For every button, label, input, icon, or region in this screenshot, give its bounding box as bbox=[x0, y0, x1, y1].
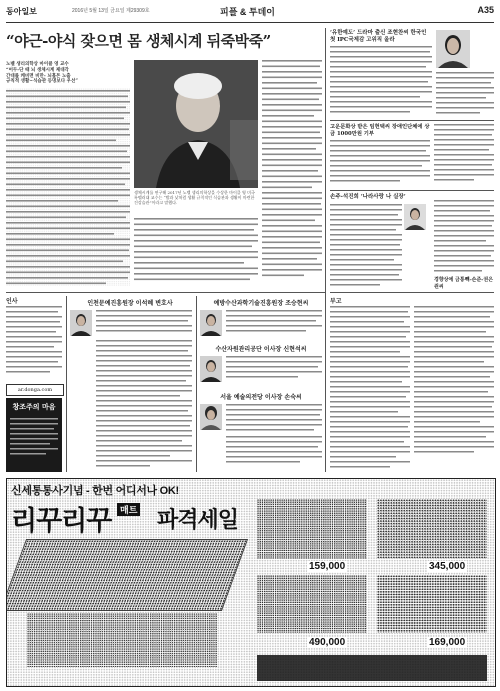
subhead-1: 노벨 생리의학상 마이클 영 교수 bbox=[6, 62, 69, 67]
box-title-2: 예방수산과학기술진흥원장 조승현씨 bbox=[213, 300, 309, 307]
right-top-body bbox=[330, 46, 432, 116]
box-lines-1 bbox=[96, 310, 192, 470]
masthead bbox=[6, 4, 494, 23]
price-2: 345,000 bbox=[429, 561, 466, 572]
page-number: A35 bbox=[477, 5, 494, 15]
dateline: 2016년 5월 13일 금요일 제29309호 bbox=[72, 8, 150, 14]
box-body-4 bbox=[226, 404, 322, 470]
promo-lines bbox=[6, 412, 62, 466]
horizontal-rule-2 bbox=[330, 190, 494, 191]
obituary-list-2 bbox=[414, 306, 494, 472]
column-divider bbox=[325, 28, 326, 472]
obituary-lines bbox=[330, 306, 410, 472]
right-second-body bbox=[330, 140, 430, 188]
price-4: 169,000 bbox=[429, 637, 466, 648]
promo-box bbox=[6, 398, 62, 472]
section-title: 피플 & 투데이 bbox=[220, 7, 275, 17]
right-second-headline: 고운문화상 받은 임헌택씨 장애인단체에 상금 1000만원 기부 bbox=[330, 124, 430, 137]
people-title: 인사 bbox=[6, 298, 18, 305]
box-title-3: 수산자원관리공단 이사장 신현석씨 bbox=[215, 346, 307, 353]
column-divider-2 bbox=[66, 296, 67, 472]
obituary-title: 부고 bbox=[330, 298, 342, 305]
subhead-2: “어두-단 때 뇌 생체시계 제대각 bbox=[6, 67, 69, 73]
horizontal-rule-3 bbox=[6, 292, 325, 293]
article-text-lines bbox=[6, 90, 130, 286]
horizontal-rule-4 bbox=[330, 292, 494, 293]
obituary-list bbox=[330, 306, 410, 472]
box-body-2 bbox=[226, 310, 322, 340]
subhead-4: 규칙적 생활~식습관 등명보다 우선” bbox=[6, 79, 78, 85]
advertisement bbox=[6, 478, 496, 687]
subhead-3: 간대를 케비면 비만- 뇌홀몬 노출 bbox=[6, 73, 71, 79]
person-photo-5 bbox=[200, 356, 222, 382]
ad-brand-text: 리꾸리꾸 bbox=[11, 506, 112, 536]
column-divider-3 bbox=[196, 296, 197, 472]
box-lines-2 bbox=[226, 310, 322, 340]
right-third-lines-2 bbox=[434, 200, 494, 288]
person-portrait bbox=[436, 30, 470, 68]
right-top-body-2 bbox=[436, 72, 494, 116]
price-3: 490,000 bbox=[309, 637, 346, 648]
ad-footer-bar bbox=[257, 655, 487, 681]
ad-sale-text: 파격세일 bbox=[157, 507, 239, 532]
obituary-lines-2 bbox=[414, 306, 494, 472]
person-photo bbox=[436, 30, 470, 68]
main-headline: “야근-야식 잦으면 몸 생체시계 뒤죽박죽” bbox=[6, 32, 271, 50]
portrait-image bbox=[134, 60, 258, 188]
text-lines-graphic bbox=[6, 90, 130, 286]
person-photo-3 bbox=[70, 310, 92, 336]
person-portrait-6 bbox=[200, 404, 222, 430]
right-text-lines bbox=[262, 60, 322, 288]
box-lines-4 bbox=[226, 404, 322, 470]
person-portrait-2 bbox=[404, 204, 426, 230]
right-third-body bbox=[330, 204, 402, 288]
box-body-1 bbox=[96, 310, 192, 470]
article-body-right bbox=[262, 60, 322, 288]
product-image-3 bbox=[257, 575, 367, 633]
right-third-lines bbox=[330, 204, 402, 288]
right-top-lines-2 bbox=[436, 72, 494, 116]
person-photo-2 bbox=[404, 204, 426, 230]
right-second-lines bbox=[330, 140, 430, 188]
person-photo-4 bbox=[200, 310, 222, 336]
main-photo bbox=[134, 60, 258, 188]
product-image-4 bbox=[377, 575, 487, 633]
person-portrait-5 bbox=[200, 356, 222, 382]
person-photo-6 bbox=[200, 404, 222, 430]
box-title-1: 인천문예진흥원장 이석혜 변호사 bbox=[87, 300, 173, 307]
middle-text-lines bbox=[134, 218, 258, 288]
product-image-2 bbox=[377, 499, 487, 559]
box-body-3 bbox=[226, 356, 322, 386]
person-portrait-4 bbox=[200, 310, 222, 336]
newspaper-logo: 동아일보 bbox=[6, 7, 37, 16]
ad-badge: 매트 bbox=[117, 503, 140, 516]
horizontal-rule-1 bbox=[330, 120, 494, 121]
right-third-body-2 bbox=[434, 200, 494, 288]
contact-headline: 경향상에 금통뺵-손준-권은쥔씨 bbox=[434, 277, 494, 290]
promo-title: 창조주의 마음 bbox=[12, 402, 56, 411]
ad-top-text: 신세통통사기념 - 한번 어디서나 OK! bbox=[11, 485, 179, 497]
right-top-headline: ‘유한예도’ 드라마 출신 조현찬씨 한국인 첫 IPC국제감 고위직 올라 bbox=[330, 30, 427, 43]
product-image-1 bbox=[257, 499, 367, 559]
right-top-lines bbox=[330, 46, 432, 116]
product-image-mattress bbox=[6, 539, 248, 611]
right-second-lines-2 bbox=[434, 124, 494, 188]
product-image-bed bbox=[27, 613, 217, 667]
person-portrait-3 bbox=[70, 310, 92, 336]
photo-caption: 생체시계를 연구해 2017년 노벨 생리의학상을 수상한 마이클 영 미국 록펠러대 교수는 “밤과 낮처럼 생활 규칙적인 식습관과 생활이 마련한 건강습관”이라고 말했다. bbox=[134, 190, 255, 206]
article-body-middle bbox=[134, 218, 258, 288]
site-link[interactable]: ar.donga.com bbox=[6, 384, 64, 396]
right-third-headline: 손주-석진희 ‘나라사랑 나 실장’ bbox=[330, 194, 406, 200]
price-1: 159,000 bbox=[309, 561, 346, 572]
right-second-body-2 bbox=[434, 124, 494, 188]
subhead-block bbox=[6, 62, 130, 85]
box-title-4: 서울 예술의전당 이사장 손숙씨 bbox=[220, 394, 302, 401]
box-lines-3 bbox=[226, 356, 322, 386]
